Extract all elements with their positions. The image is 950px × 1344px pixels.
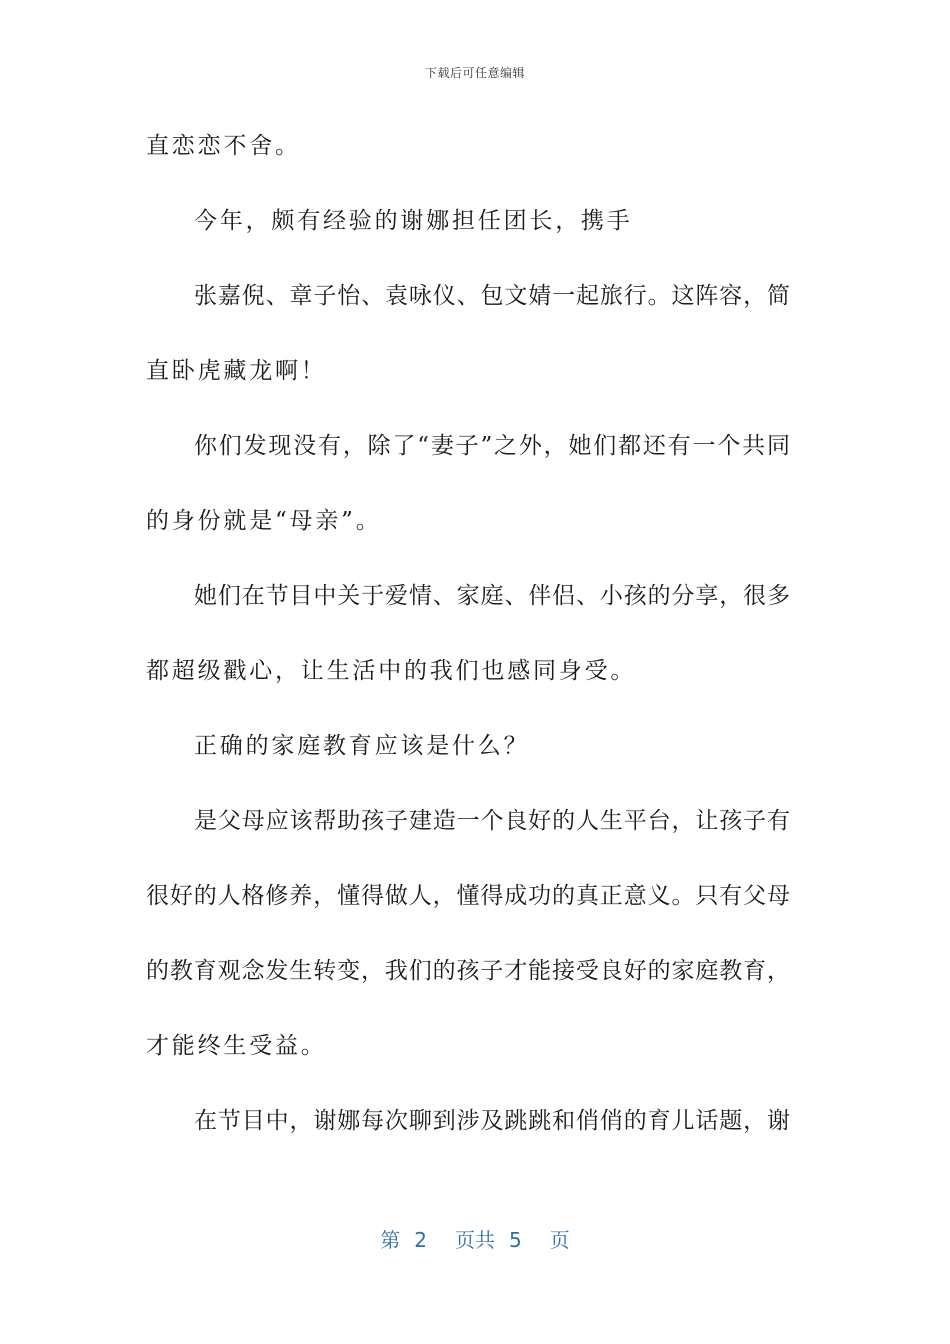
text-line: 今年，颇有经验的谢娜担任团长，携手	[194, 208, 633, 234]
text-line: 在节目中，谢娜每次聊到涉及跳跳和俏俏的育儿话题，谢	[194, 1108, 790, 1134]
page-footer	[0, 1224, 950, 1253]
text-line: 直卧虎藏龙啊！	[146, 358, 327, 384]
text-line: 很好的人格修养，懂得做人，懂得成功的真正意义。只有父母	[146, 883, 790, 909]
text-line: 的教育观念发生转变，我们的孩子才能接受良好的家庭教育，	[146, 958, 790, 984]
text-line: 她们在节目中关于爱情、家庭、伴侣、小孩的分享，很多	[194, 583, 790, 609]
document-body	[146, 122, 790, 1172]
footer-page-number: 2	[414, 1228, 427, 1252]
page-header: 下载后可任意编辑	[424, 66, 525, 80]
text-line: 直恋恋不舍。	[146, 133, 301, 159]
text-line: 才能终生受益。	[146, 1033, 327, 1059]
text-line: 正确的家庭教育应该是什么？	[194, 733, 530, 759]
footer-total-pages: 5	[509, 1228, 522, 1252]
text-line: 你们发现没有，除了“妻子”之外，她们都还有一个共同	[194, 433, 790, 459]
text-line: 的身份就是“母亲”。	[146, 508, 382, 534]
text-line: 张嘉倪、章子怡、袁咏仪、包文婧一起旅行。这阵容，简	[194, 283, 790, 309]
text-line: 是父母应该帮助孩子建造一个良好的人生平台，让孩子有	[194, 808, 790, 834]
text-line: 都超级戳心，让生活中的我们也感同身受。	[146, 658, 637, 684]
footer-suffix: 页	[549, 1228, 570, 1252]
footer-middle: 页共	[455, 1228, 495, 1252]
footer-prefix: 第	[380, 1228, 401, 1252]
